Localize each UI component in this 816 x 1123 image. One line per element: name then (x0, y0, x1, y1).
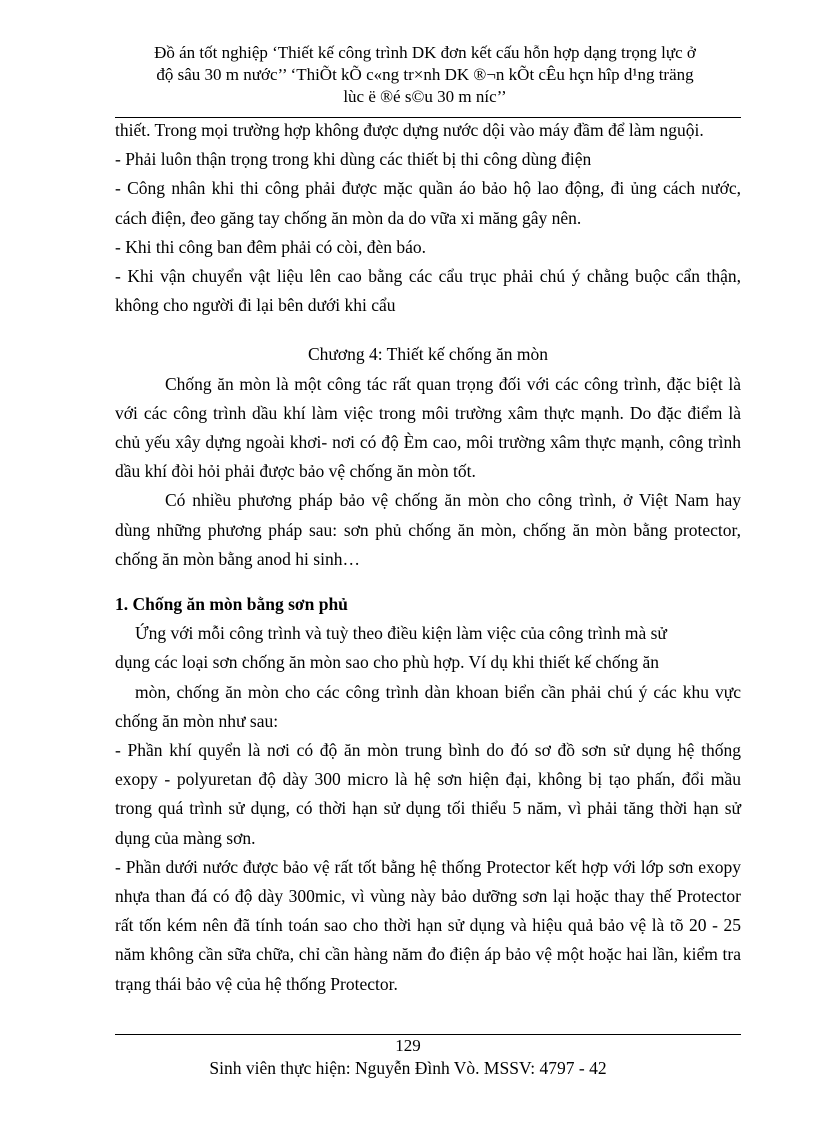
bullet-underwater-zone: - Phần dưới nước được bảo vệ rất tốt bằng hệ thống Protector kết hợp với lớp sơn exopy nhựa than đá có độ dày 300mic, vì vùng này bảo dưỡng sơn lại hoặc thay thế Protector rất tốn kém nên đã tính toán sao cho thời hạn sử dụng và hiệu quả bảo vệ là tõ 20 - 25 năm không cần sữa chữa, chỉ cần hàng năm đo điện áp bảo vệ một hoặc hai lần, kiểm tra trạng thái bảo vệ của hệ thống Protector. (115, 856, 741, 994)
bullet-night-work: - Khi thi công ban đêm phải có còi, đèn báo. (115, 236, 427, 257)
header-line-1: Đồ án tốt nghiệp ‘Thiết kế công trình DK đơn kết cấu hỗn hợp dạng trọng lực ở (154, 43, 696, 62)
footer-student-info: Sinh viên thực hiện: Nguyễn Đình Vò. MSSV: 4797 - 42 (209, 1058, 607, 1078)
paragraph-methods: Có nhiều phương pháp bảo vệ chống ăn mòn cho công trình, ở Việt Nam hay dùng những phương pháp sau: sơn phủ chống ăn mòn, chống ăn mòn bằng protector, chống ăn mòn bằng anod hi sinh… (115, 490, 741, 569)
chapter-title: Chương 4: Thiết kế chống ăn mòn (307, 344, 549, 365)
page-number: 129 (395, 1036, 421, 1055)
bullet-atmospheric-zone: - Phần khí quyển là nơi có độ ăn mòn trung bình do đó sơ đồ sơn sử dụng hệ thống exopy - polyuretan độ dày 300 micro là hệ sơn hiện đại, không bị tạo phấn, đổi mầu trong quá trình sử dụng, có thời hạn sử dụng tối thiểu 5 năm, vì phải tăng thời hạn sử dụng của màng sơn. (115, 740, 741, 848)
page-header (105, 42, 745, 108)
paragraph-continuation: thiết. Trong mọi trường hợp không được dựng nước dội vào máy đầm để làm nguội. (115, 120, 704, 140)
header-line-2: độ sâu 30 m nước’’ ‘ThiÕt kÕ c«ng tr×nh DK ®¬n kÕt cÊu hçn hîp d¹ng träng (156, 65, 694, 84)
paragraph-coating-line-3: mòn, chống ăn mòn cho các công trình dàn khoan biển cần phải chú ý các khu vực chống ăn mòn như sau: (115, 681, 741, 731)
bullet-crane-transport: - Khi vận chuyển vật liệu lên cao bằng các cẩu trục phải chú ý chằng buộc cẩn thận, không cho người đi lại bên dưới khi cẩu (115, 266, 741, 316)
header-line-3: lùc ë ®é s©u 30 m níc’’ (343, 87, 507, 106)
bullet-protective-clothing: - Công nhân khi thi công phải được mặc quần áo bảo hộ lao động, đi ủng cách nước, cách điện, đeo găng tay chống ăn mòn da do vữa xi măng gây nên. (115, 178, 741, 228)
section-heading: 1. Chống ăn mòn bằng sơn phủ (115, 594, 348, 615)
footer-divider (115, 1034, 741, 1035)
bullet-electrical-safety: - Phải luôn thận trọng trong khi dùng các thiết bị thi công dùng điện (115, 149, 592, 170)
paragraph-coating-line-1: Ứng với mỗi công trình và tuỳ theo điều kiện làm việc của công trình mà sử (135, 623, 667, 644)
paragraph-coating-line-2: dụng các loại sơn chống ăn mòn sao cho phù hợp. Ví dụ khi thiết kế chống ăn (115, 652, 660, 673)
document-body (115, 116, 741, 999)
paragraph-corrosion-intro: Chống ăn mòn là một công tác rất quan trọng đối với các công trình, đặc biệt là với các công trình dầu khí làm việc trong môi trường xâm thực mạnh. Do đặc điểm là chủ yếu xây dựng ngoài khơi- nơi có độ Èm cao, môi trường xâm thực mạnh, công trình dầu khí đòi hỏi phải được bảo vệ chống ăn mòn tốt. (115, 373, 741, 482)
